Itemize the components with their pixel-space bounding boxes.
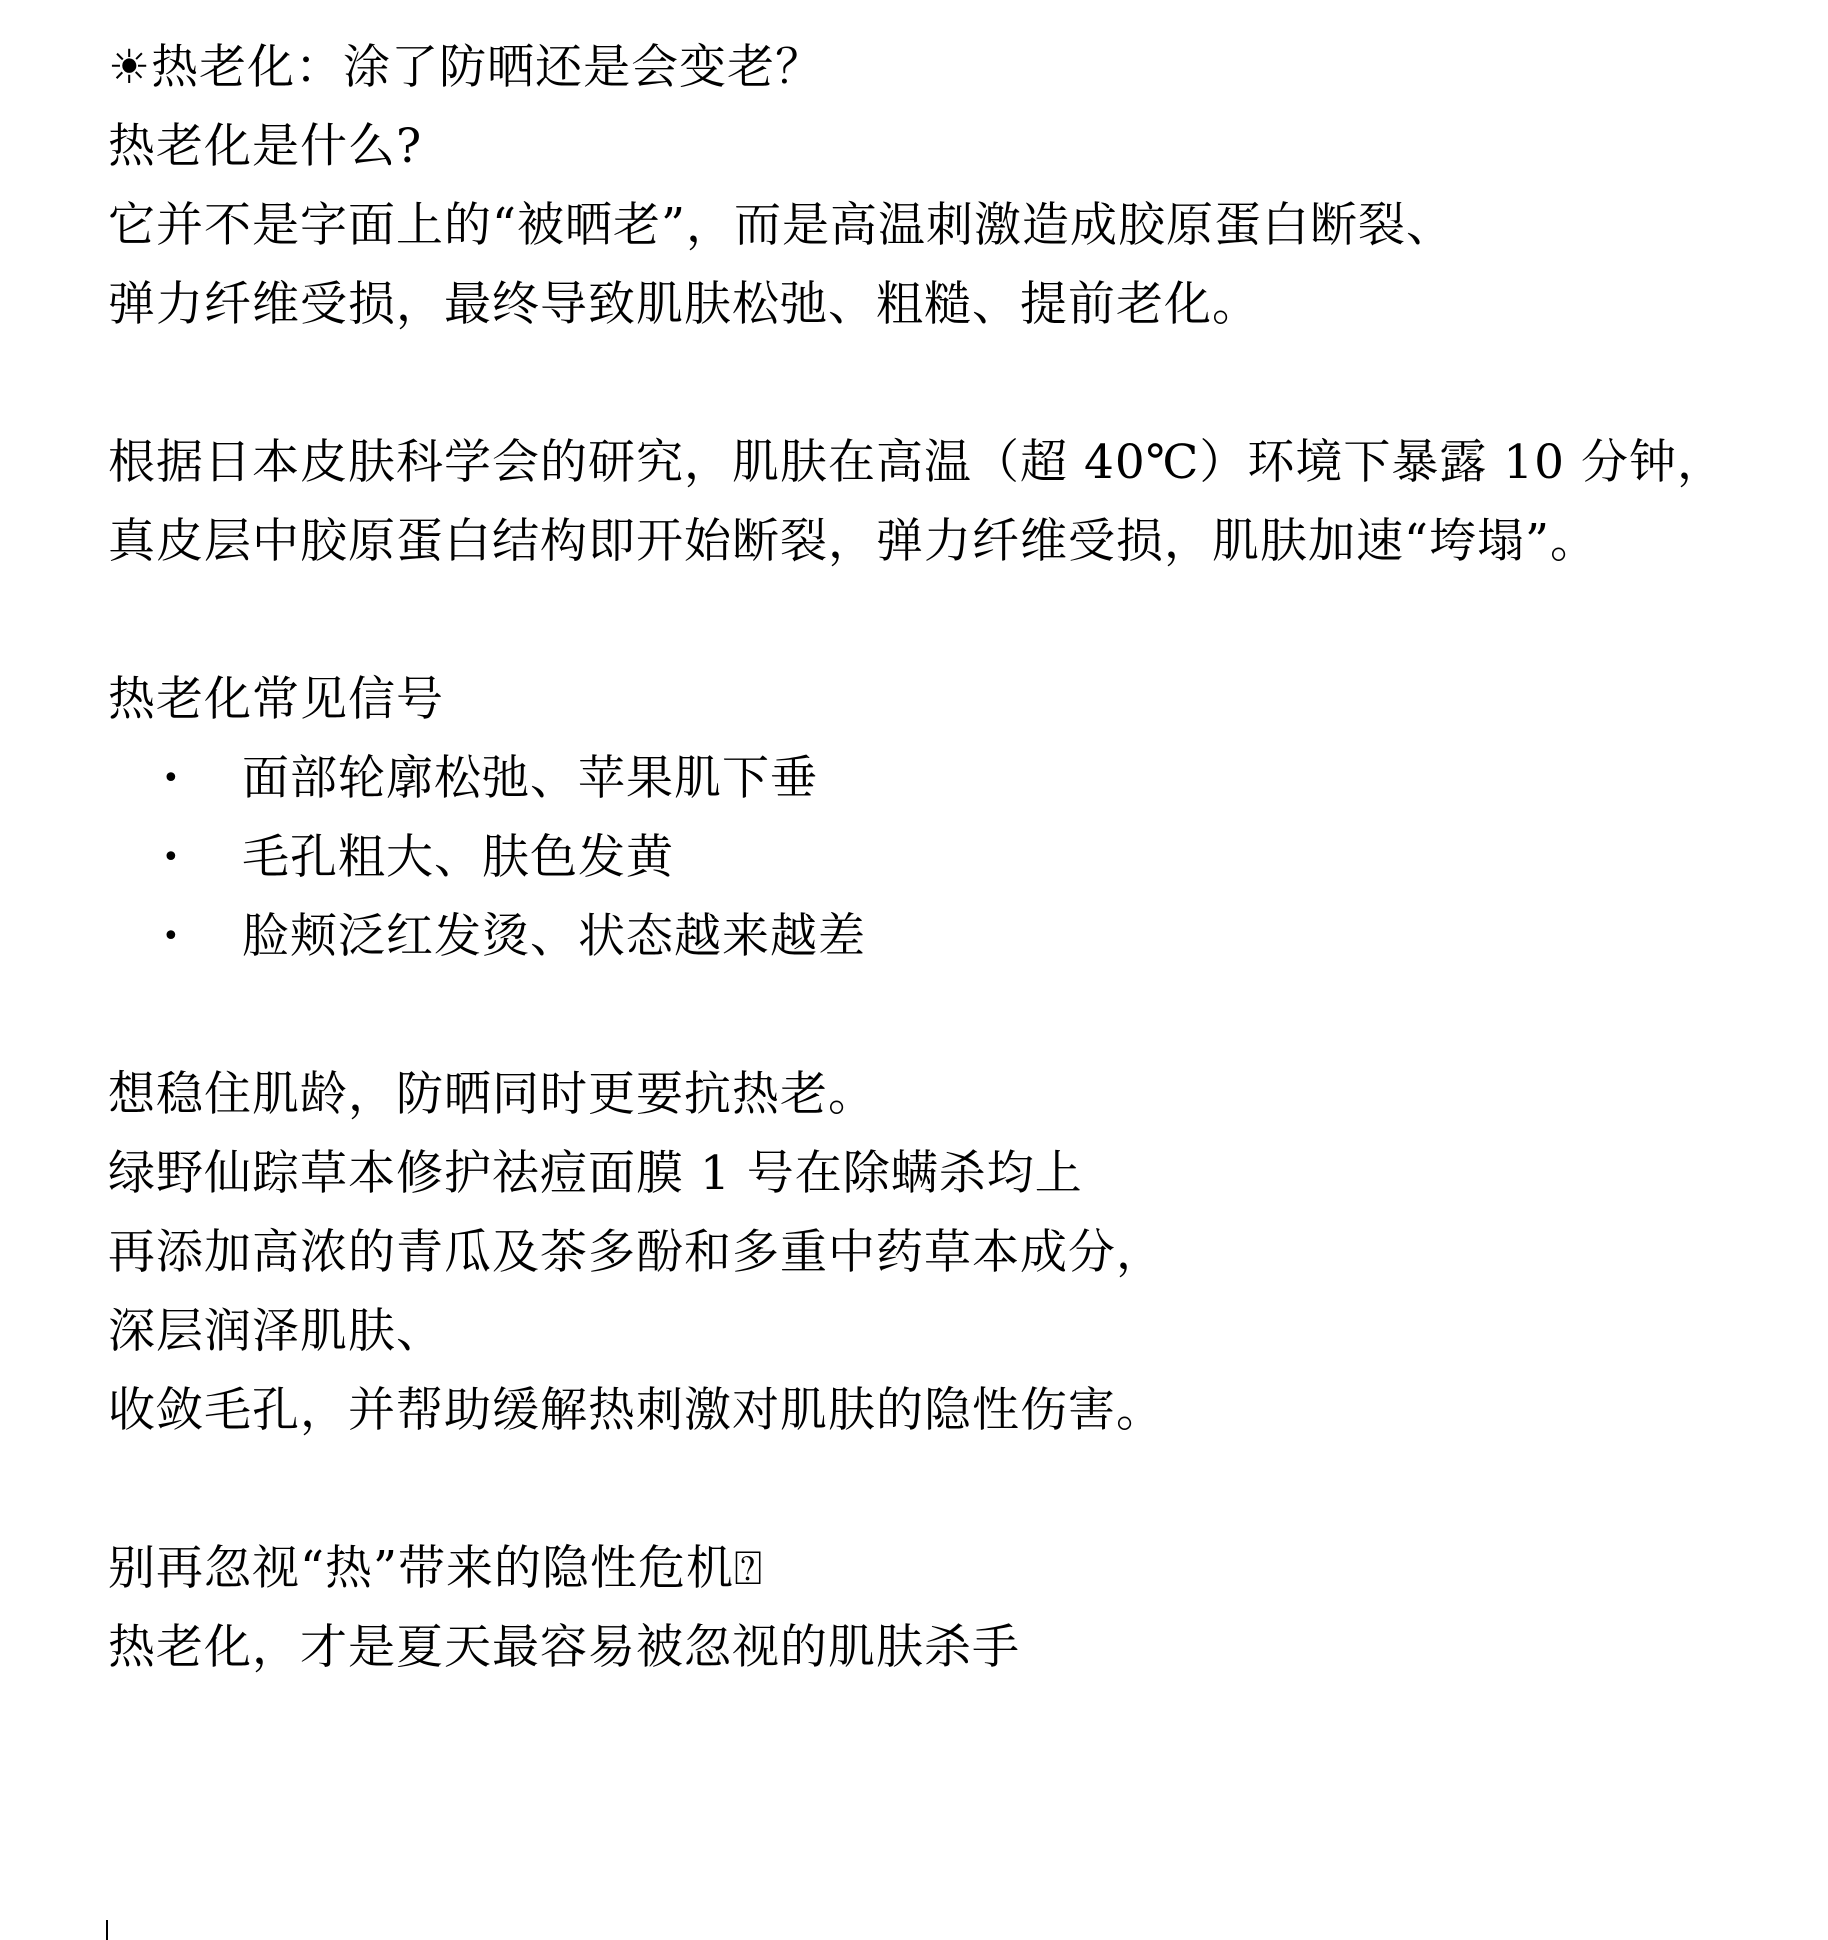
title-line: ☀热老化：涂了防晒还是会变老？ [108,40,824,95]
intro-line: 它并不是字面上的“被晒老”，而是高温刺激造成胶原蛋白断裂、 [108,198,1455,253]
list-item-text: 脸颊泛红发烫、状态越来越差 [242,909,866,964]
bullet-icon: • [162,840,181,875]
list-item-text: 面部轮廓松弛、苹果肌下垂 [242,751,818,806]
list-item [108,739,1808,818]
list-item [108,818,1808,897]
closing-line: 热老化，才是夏天最容易被忽视的肌肤杀手 [108,1620,1020,1675]
list-item [108,897,1808,976]
signals-heading: 热老化常见信号 [108,672,444,727]
research-line: 根据日本皮肤科学会的研究，肌肤在高温（超 40℃）环境下暴露 10 分钟， [108,435,1726,490]
research-line: 真皮层中胶原蛋白结构即开始断裂，弹力纤维受损，肌肤加速“垮塌”。 [108,514,1599,569]
document-page [108,28,1808,1687]
bullet-icon: • [162,761,181,796]
paragraph-spacer [108,344,1808,423]
product-line: 再添加高浓的青瓜及茶多酚和多重中药草本成分， [108,1225,1164,1280]
paragraph-spacer [108,581,1808,660]
intro-question: 热老化是什么? [108,119,423,174]
list-item-text: 毛孔粗大、肤色发黄 [242,830,674,885]
intro-line: 弹力纤维受损，最终导致肌肤松弛、粗糙、提前老化。 [108,277,1260,332]
closing-line: 别再忽视“热”带来的隐性危机⍰ [108,1541,764,1596]
product-line: 深层润泽肌肤、 [108,1304,444,1359]
bullet-icon: • [162,919,181,954]
product-line: 想稳住肌龄，防晒同时更要抗热老。 [108,1067,876,1122]
product-line: 收敛毛孔，并帮助缓解热刺激对肌肤的隐性伤害。 [108,1383,1164,1438]
product-line: 绿野仙踪草本修护祛痘面膜 1 号在除螨杀均上 [108,1146,1083,1201]
paragraph-spacer [108,1450,1808,1529]
signals-list [108,739,1808,976]
text-cursor[interactable] [106,1920,108,1940]
paragraph-spacer [108,976,1808,1055]
